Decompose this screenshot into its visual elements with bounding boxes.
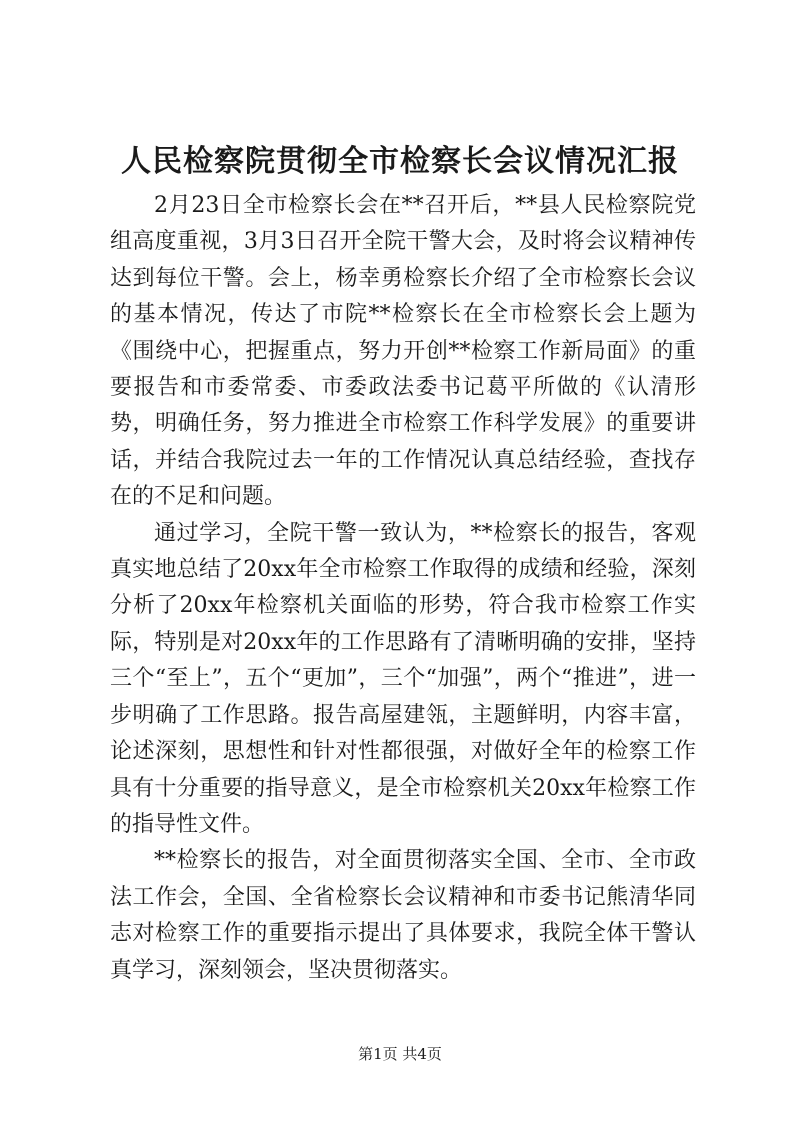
paragraph-2: 通过学习，全院干警一致认为，**检察长的报告，客观真实地总结了20xx年全市检察工作取得的成绩和经验，深刻分析了20xx年检察机关面临的形势，符合我市检察工作实际，特别是对20xx年的工作思路有了清晰明确的安排，坚持三个“至上”，五个“更加”，三个“加强”，两个“推进”，进一步明确了工作思路。报告高屋建瓴，主题鲜明，内容丰富，论述深刻，思想性和针对性都很强，对做好全年的检察工作具有十分重要的指导意义，是全市检察机关20xx年检察工作的指导性文件。 <box>110 520 696 837</box>
paragraph-1: 2月23日全市检察长会在**召开后，**县人民检察院党组高度重视，3月3日召开全院干警大会，及时将会议精神传达到每位干警。会上，杨幸勇检察长介绍了全市检察长会议的基本情况，传达了市院**检察长在全市检察长会上题为《围绕中心，把握重点，努力开创**检察工作新局面》的重要报告和市委常委、市委政法委书记葛平所做的《认清形势，明确任务，努力推进全市检察工作科学发展》的重要讲话，并结合我院过去一年的工作情况认真总结经验，查找存在的不足和问题。 <box>110 193 696 510</box>
paragraph-3: **检察长的报告，对全面贯彻落实全国、全市、全市政法工作会，全国、全省检察长会议精神和市委书记熊清华同志对检察工作的重要指示提出了具体要求，我院全体干警认真学习，深刻领会，坚决贯彻落实。 <box>110 848 696 983</box>
page-number-footer: 第1页 共4页 <box>358 1045 442 1063</box>
document-title: 人民检察院贯彻全市检察长会议情况汇报 <box>121 144 679 179</box>
document-body <box>110 188 696 989</box>
